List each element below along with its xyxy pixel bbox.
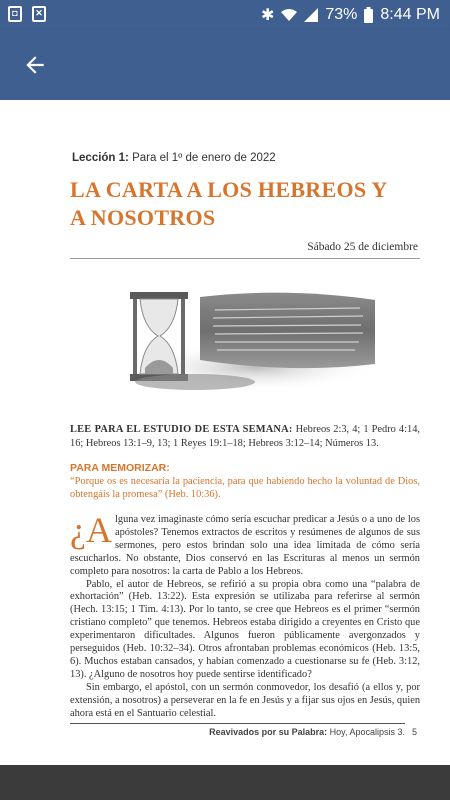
paragraph-3: Sin embargo, el apóstol, con un sermón conmovedor, los desafió (a ellos y, por extensión, a nosotros) a perseverar en la fe en Jesús y a fijar sus ojos en Jesús, quien ahora está en el Santuario celestial. xyxy=(70,681,421,719)
reading-label: LEE PARA EL ESTUDIO DE ESTA SEMANA: xyxy=(70,424,293,435)
reading-text: Hebreos 2:3, 4; 1 Pedro 4:14, 16; Hebreos 13:1–9, 13; 1 Reyes 19:1–18; Hebreos 3:12–14; Números 13. xyxy=(70,424,420,449)
lesson-body xyxy=(70,510,421,721)
back-arrow-icon[interactable] xyxy=(22,52,48,78)
dropcap: ¿A xyxy=(70,510,112,550)
lesson-header xyxy=(72,152,276,164)
footer-divider xyxy=(70,723,405,724)
footer-text: Hoy, Apocalipsis 3. xyxy=(327,727,405,737)
lesson-page xyxy=(0,100,450,765)
reading-assignment xyxy=(70,423,420,451)
memory-verse: “Porque os es necesaria la paciencia, para que habiendo hecho la voluntad de Dios, obtengáis la promesa” (Heb. 10:36). xyxy=(70,476,420,500)
wifi-icon xyxy=(281,8,297,22)
status-bar xyxy=(0,0,450,30)
bluetooth-icon: ✱ xyxy=(260,7,275,24)
footer-label: Reavivados por su Palabra: xyxy=(209,727,328,737)
signal-icon xyxy=(304,8,318,22)
bottom-bar xyxy=(0,765,450,800)
notification-icon: ◘ xyxy=(8,6,22,22)
sim-icon: ✕ xyxy=(32,6,46,22)
battery-percent: 73% xyxy=(325,6,358,23)
title-line-1: LA CARTA A LOS HEBREOS Y xyxy=(70,177,388,202)
clock: 8:44 PM xyxy=(380,6,440,23)
hourglass-scroll-illustration xyxy=(125,282,380,392)
app-bar xyxy=(0,30,450,100)
memorize-label: PARA MEMORIZAR: xyxy=(70,462,170,474)
title-divider xyxy=(70,258,420,259)
page-number: 5 xyxy=(412,727,418,737)
title-line-2: A NOSOTROS xyxy=(70,205,216,230)
battery-icon xyxy=(364,7,373,23)
lesson-date: Para el 1º de enero de 2022 xyxy=(132,152,276,164)
day-date: Sábado 25 de diciembre xyxy=(307,241,418,253)
lesson-label: Lección 1: xyxy=(72,152,129,164)
page-title xyxy=(70,176,420,232)
paragraph-1: lguna vez imaginaste cómo sería escuchar predicar a Jesús o a uno de los apóstoles? Tenemos extractos de escritos y resúmenes de algunos de sus sermones, pero estos brindan solo una idea limitada de cómo sería escucharlos. No obstante, Dios conservó en las Escrituras al menos un sermón completo para nosotros: la carta de Pablo a los Hebreos. xyxy=(70,514,420,577)
footer xyxy=(70,727,405,737)
paragraph-2: Pablo, el autor de Hebreos, se refirió a su propia obra como una “palabra de exhortación” (Heb. 13:22). Esta expresión se utilizaba para referirse al sermón (Hech. 13:15; 1 Tim. 4:13). Por lo tanto, se cree que Hebreos es el primer “sermón cristiano completo” que tenemos. Hebreos estaba dirigido a creyentes en Cristo que experimentaron dificultades. Algunos fueron públicamente avergonzados y perseguidos (Heb. 10:32–34). Otros afrontaban problemas económicos (Heb. 13:5, 6). Muchos estaban cansados, y habían comenzado a cuestionarse su fe (Heb. 3:12, 13). ¿Alguno de nosotros hoy puede sentirse identificado? xyxy=(70,578,420,680)
